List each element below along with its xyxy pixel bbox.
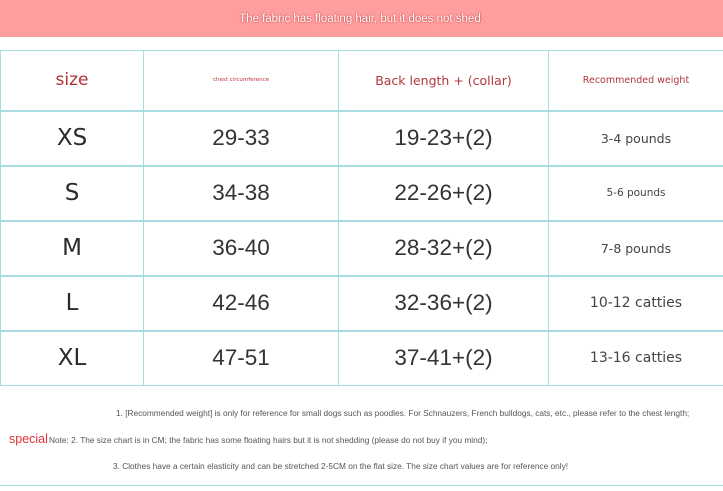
table-row: [1, 276, 723, 331]
note-line-1: 1. [Recommended weight] is only for reference for small dogs such as poodles. For Schnauzers, French bulldogs, cats, etc., please refer to the chest length;: [116, 408, 690, 418]
cell-weight: 10-12 catties: [549, 276, 723, 331]
table-row: [1, 166, 723, 221]
cell-weight: 13-16 catties: [549, 331, 723, 386]
note-line-3: 3. Clothes have a certain elasticity and can be stretched 2-5CM on the flat size. The size chart values are for reference only!: [113, 461, 569, 471]
table-row: [1, 331, 723, 386]
size-chart-table: [0, 50, 723, 386]
cell-back-length: 22-26+(2): [339, 166, 549, 221]
table-row: [1, 111, 723, 166]
header-chest: chest circumference: [144, 51, 339, 111]
cell-weight: 5-6 pounds: [549, 166, 723, 221]
cell-size: S: [1, 166, 144, 221]
cell-back-length: 37-41+(2): [339, 331, 549, 386]
notes-section: [0, 387, 723, 486]
cell-chest: 34-38: [144, 166, 339, 221]
cell-chest: 42-46: [144, 276, 339, 331]
banner-text: The fabric has floating hair, but it does not shed.: [239, 12, 484, 25]
cell-size: M: [1, 221, 144, 276]
cell-size: XS: [1, 111, 144, 166]
cell-weight: 7-8 pounds: [549, 221, 723, 276]
table-row: [1, 221, 723, 276]
special-label: special: [9, 432, 48, 446]
cell-chest: 29-33: [144, 111, 339, 166]
top-banner: [0, 0, 723, 37]
cell-back-length: 32-36+(2): [339, 276, 549, 331]
cell-back-length: 28-32+(2): [339, 221, 549, 276]
header-size: size: [1, 51, 144, 111]
note-line-2: Note: 2. The size chart is in CM; the fabric has some floating hairs but it is not shedding (please do not buy if you mind);: [49, 435, 488, 445]
cell-chest: 47-51: [144, 331, 339, 386]
cell-size: L: [1, 276, 144, 331]
cell-weight: 3-4 pounds: [549, 111, 723, 166]
cell-back-length: 19-23+(2): [339, 111, 549, 166]
header-back-length: Back length + (collar): [339, 51, 549, 111]
table-header-row: [1, 51, 723, 111]
cell-size: XL: [1, 331, 144, 386]
header-weight: Recommended weight: [549, 51, 723, 111]
cell-chest: 36-40: [144, 221, 339, 276]
